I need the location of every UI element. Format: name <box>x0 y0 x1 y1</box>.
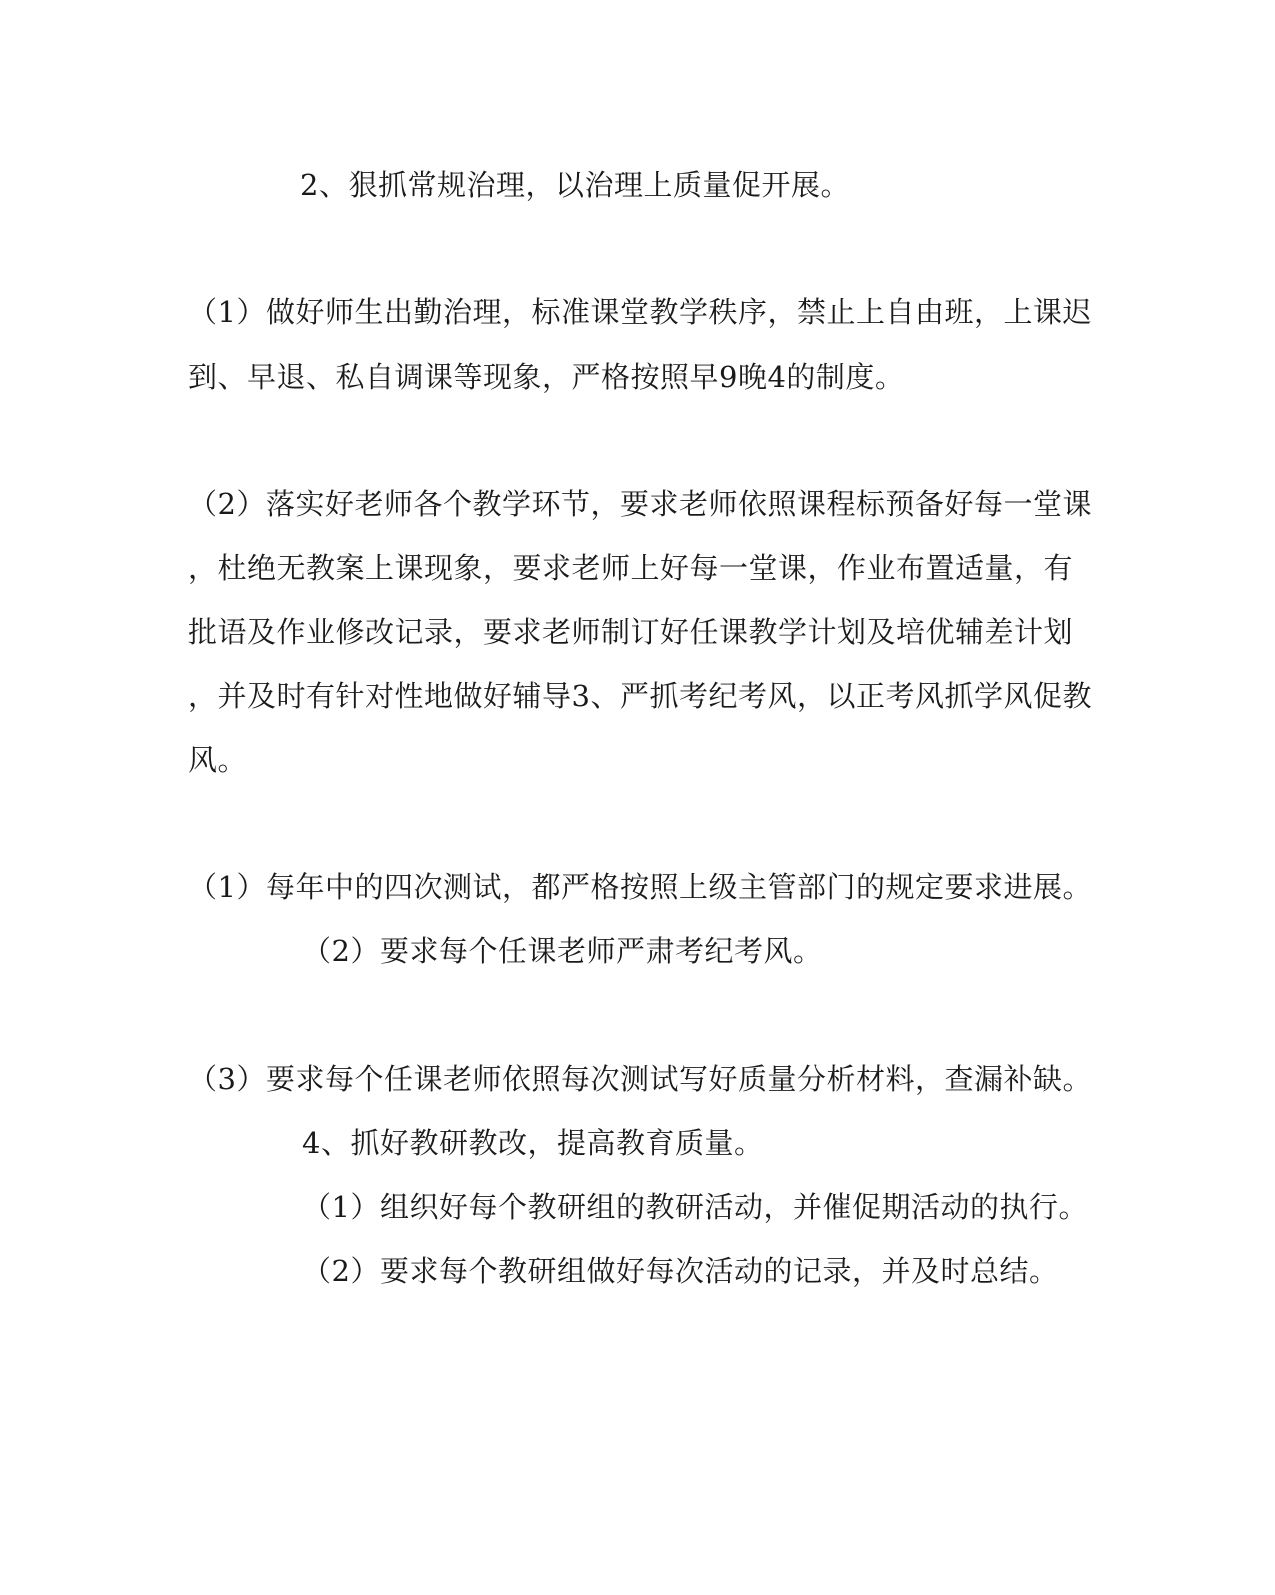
paragraph-line: （2）要求每个教研组做好每次活动的记录，并及时总结。 <box>302 1254 1059 1288</box>
paragraph-line: 风。 <box>188 743 248 777</box>
paragraph-line: ，杜绝无教案上课现象，要求老师上好每一堂课，作业布置适量，有 <box>188 551 1074 585</box>
paragraph-line: （3）要求每个任课老师依照每次测试写好质量分析材料，查漏补缺。 <box>188 1062 1092 1096</box>
paragraph-line: （1）做好师生出勤治理，标准课堂教学秩序，禁止上自由班，上课迟 <box>188 295 1092 329</box>
paragraph-line: 到、早退、私自调课等现象，严格按照早9晚4的制度。 <box>188 360 905 394</box>
paragraph-line: 批语及作业修改记录，要求老师制订好任课教学计划及培优辅差计划 <box>188 615 1074 649</box>
paragraph-line: （2）要求每个任课老师严肃考纪考风。 <box>302 934 823 968</box>
paragraph-line: （1）组织好每个教研组的教研活动，并催促期活动的执行。 <box>302 1190 1088 1224</box>
section-heading-4: 4、抓好教研教改，提高教育质量。 <box>302 1126 764 1160</box>
paragraph-line: （2）落实好老师各个教学环节，要求老师依照课程标预备好每一堂课 <box>188 487 1092 521</box>
section-heading-2: 2、狠抓常规治理，以治理上质量促开展。 <box>300 168 850 202</box>
paragraph-line: （1）每年中的四次测试，都严格按照上级主管部门的规定要求进展。 <box>188 870 1092 904</box>
paragraph-line: ，并及时有针对性地做好辅导3、严抓考纪考风，以正考风抓学风促教 <box>188 679 1092 713</box>
